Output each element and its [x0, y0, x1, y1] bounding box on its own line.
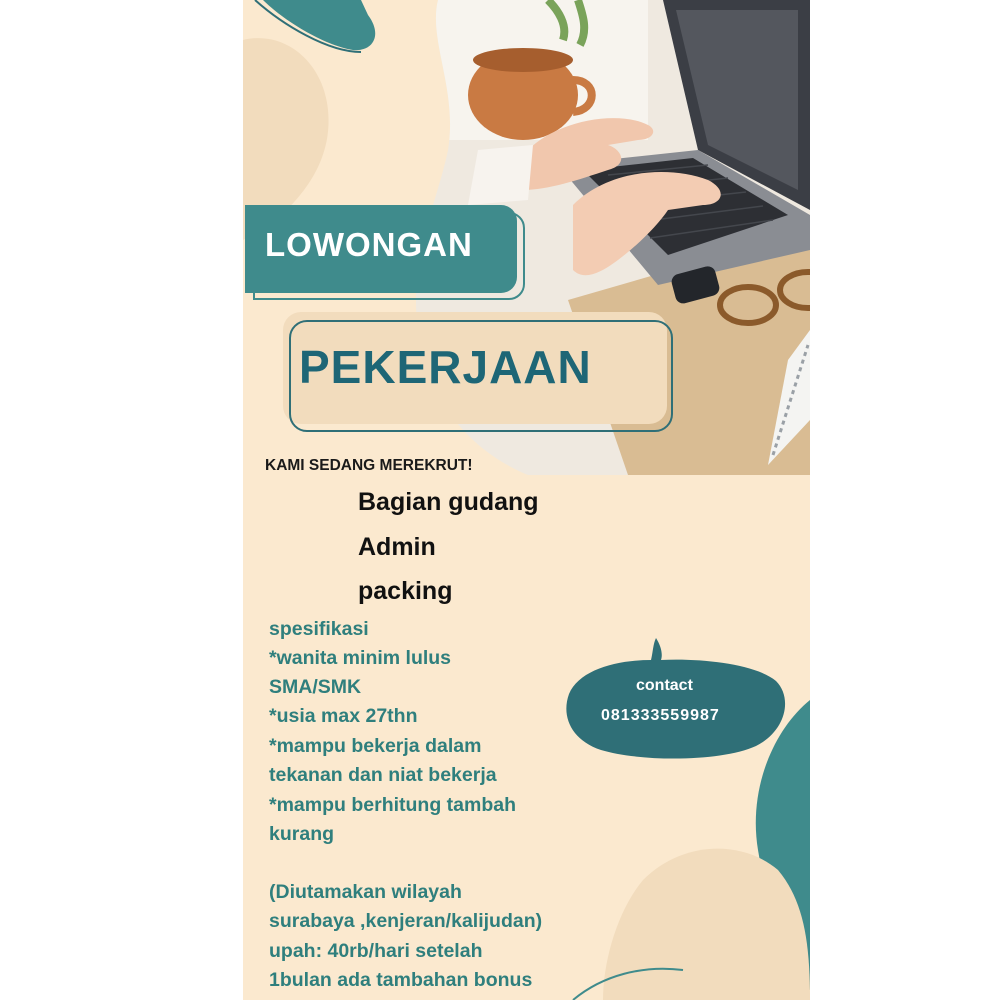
contact-label: contact [636, 677, 693, 694]
spec-line: (Diutamakan wilayah [269, 881, 462, 903]
spec-line: *wanita minim lulus [269, 647, 452, 669]
spec-line: *usia max 27thn [269, 705, 418, 727]
spec-line: 1bulan ada tambahan bonus [269, 969, 533, 991]
headline-pekerjaan: PEKERJAAN [299, 341, 592, 393]
headline-lowongan: LOWONGAN [265, 226, 473, 263]
position-item: Bagian gudang [358, 488, 539, 516]
recruiting-text: KAMI SEDANG MEREKRUT! [265, 457, 473, 474]
spec-line: upah: 40rb/hari setelah [269, 940, 483, 962]
spec-heading: spesifikasi [269, 618, 369, 640]
spec-line: *mampu bekerja dalam [269, 735, 482, 757]
job-poster [243, 0, 810, 1000]
spec-line: SMA/SMK [269, 676, 362, 698]
contact-phone-number: 081333559987 [601, 707, 720, 724]
spec-line: surabaya ,kenjeran/kalijudan) [269, 910, 543, 932]
contact-speech-bubble [561, 636, 787, 764]
spec-line: *mampu berhitung tambah [269, 794, 517, 816]
bottom-beige-blob [603, 849, 810, 1000]
position-item: packing [358, 577, 453, 605]
spec-line: kurang [269, 823, 335, 845]
spec-line: tekanan dan niat bekerja [269, 764, 497, 786]
position-item: Admin [358, 533, 436, 561]
